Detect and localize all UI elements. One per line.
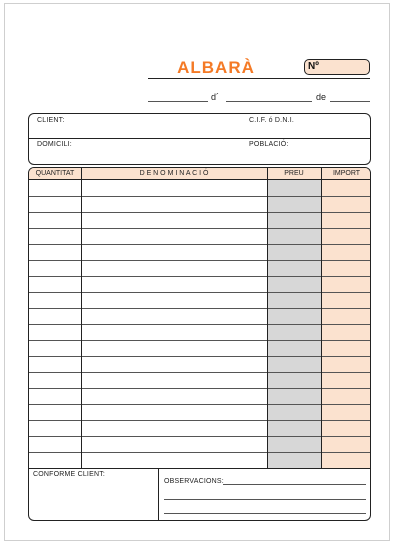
header-denominacio: D E N O M I N A C I Ó	[81, 168, 267, 180]
footer-column-divider	[158, 468, 159, 521]
observations-line[interactable]	[164, 513, 366, 514]
date-of-separator: de	[316, 92, 327, 102]
conforme-client-label: CONFORME CLIENT:	[33, 471, 106, 478]
header-quantitat: QUANTITAT	[29, 168, 81, 180]
observations-label: OBSERVACIONS:	[164, 478, 224, 485]
cif-label: C.I.F. ó D.N.I.	[249, 117, 295, 124]
address-label: DOMICILI:	[37, 141, 72, 148]
title-underline	[148, 78, 370, 79]
document-title: ALBARÀ	[177, 58, 255, 77]
date-day-line[interactable]	[226, 101, 312, 102]
number-field[interactable]	[304, 59, 370, 75]
date-day-separator: d´	[211, 92, 220, 102]
observations-line[interactable]	[223, 484, 366, 485]
date-year-line[interactable]	[330, 101, 370, 102]
town-label: POBLACIÓ:	[249, 141, 289, 148]
column-divider	[267, 168, 268, 468]
client-box-divider	[29, 138, 370, 139]
client-label: CLIENT:	[37, 117, 65, 124]
header-import: IMPORT	[321, 168, 371, 180]
items-table	[28, 167, 371, 521]
number-label: Nº	[308, 61, 319, 72]
observations-line[interactable]	[164, 499, 366, 500]
column-divider	[321, 168, 322, 468]
date-place-line[interactable]	[148, 101, 208, 102]
client-info-box	[28, 113, 371, 165]
footer-divider	[29, 468, 370, 469]
header-preu: PREU	[267, 168, 321, 180]
column-divider	[81, 168, 82, 468]
